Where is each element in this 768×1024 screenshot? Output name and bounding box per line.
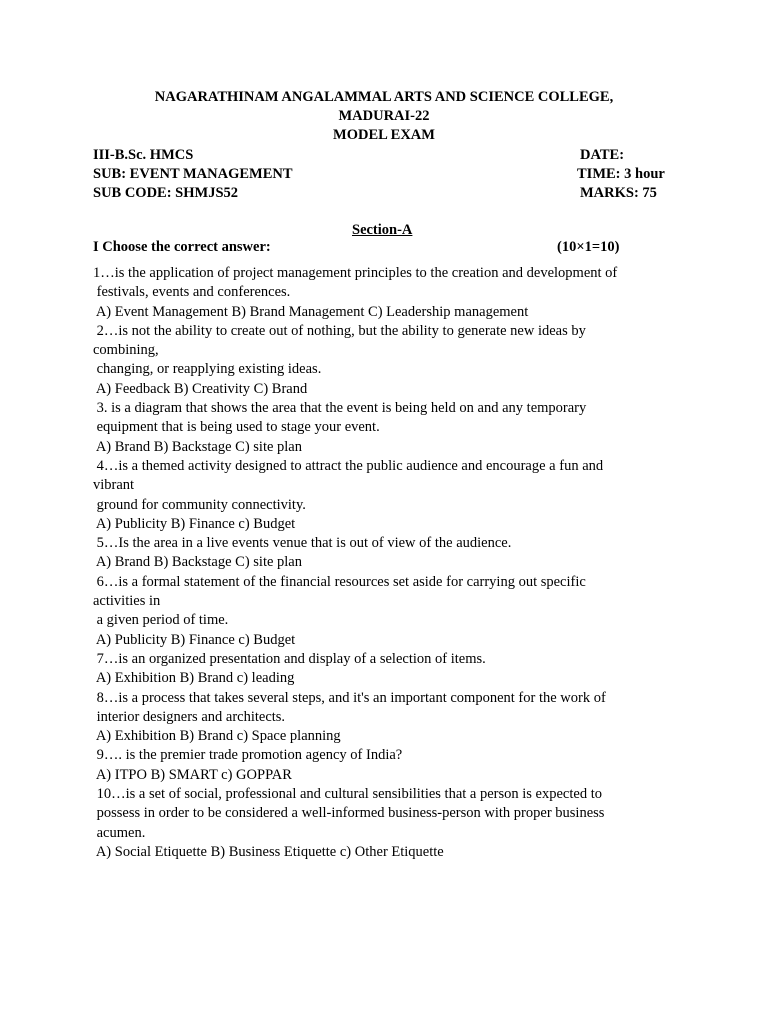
question-line: A) Publicity B) Finance c) Budget	[93, 515, 296, 532]
college-city: MADURAI-22	[338, 108, 430, 124]
question-line: A) Feedback B) Creativity C) Brand	[93, 380, 308, 397]
section-marks: (10×1=10)	[557, 239, 620, 255]
section-instruction: I Choose the correct answer:	[93, 239, 271, 255]
question-line: A) Exhibition B) Brand c) leading	[93, 670, 295, 687]
question-line: A) Social Etiquette B) Business Etiquette c) Other Etiquette	[93, 843, 444, 860]
question-line: 4…is a themed activity designed to attract the public audience and encourage a fun and	[93, 457, 604, 474]
section-title: Section-A	[352, 222, 413, 238]
question-line: A) Exhibition B) Brand c) Space planning	[93, 728, 341, 745]
question-line: A) Brand B) Backstage C) site plan	[93, 438, 302, 455]
question-line: 1…is the application of project management principles to the creation and development of	[93, 265, 618, 281]
question-line: 5…Is the area in a live events venue that is out of view of the audience.	[93, 535, 512, 552]
question-line: A) ITPO B) SMART c) GOPPAR	[93, 766, 292, 783]
sub-code-label: SUB CODE: SHMJS52	[93, 185, 239, 201]
question-line: possess in order to be considered a well-informed business-person with proper business	[93, 805, 605, 822]
question-line: a given period of time.	[93, 612, 229, 629]
question-line: 8…is a process that takes several steps, and it's an important component for the work of	[93, 689, 606, 706]
question-line: 10…is a set of social, professional and cultural sensibilities that a person is expected to	[93, 786, 602, 803]
marks-label: MARKS: 75	[580, 185, 657, 201]
question-line: festivals, events and conferences.	[93, 284, 291, 301]
question-line: activities in	[93, 593, 161, 610]
question-line: 7…is an organized presentation and display of a selection of items.	[93, 650, 486, 667]
question-line: A) Brand B) Backstage C) site plan	[93, 554, 302, 571]
question-line: vibrant	[93, 477, 135, 494]
question-line: equipment that is being used to stage your event.	[93, 419, 380, 436]
subject-label: SUB: EVENT MANAGEMENT	[93, 166, 293, 182]
class-label: III-B.Sc. HMCS	[93, 147, 194, 163]
college-name: NAGARATHINAM ANGALAMMAL ARTS AND SCIENCE COLLEGE,	[154, 89, 614, 105]
question-list	[93, 264, 673, 862]
date-label: DATE:	[580, 147, 625, 163]
question-line: A) Event Management B) Brand Management C) Leadership management	[93, 303, 529, 320]
question-line: 9…. is the premier trade promotion agency of India?	[93, 747, 403, 764]
question-line: changing, or reapplying existing ideas.	[93, 361, 322, 378]
question-line: A) Publicity B) Finance c) Budget	[93, 631, 296, 648]
question-line: 2…is not the ability to create out of nothing, but the ability to generate new ideas by	[93, 322, 586, 339]
time-label: TIME: 3 hour	[577, 166, 665, 182]
question-line: 6…is a formal statement of the financial resources set aside for carrying out specific	[93, 573, 586, 590]
question-line: combining,	[93, 342, 159, 359]
question-line: interior designers and architects.	[93, 708, 286, 725]
question-line: ground for community connectivity.	[93, 496, 306, 513]
exam-title: MODEL EXAM	[333, 127, 435, 143]
question-line: 3. is a diagram that shows the area that the event is being held on and any temporary	[93, 400, 587, 417]
question-line: acumen.	[93, 824, 146, 841]
